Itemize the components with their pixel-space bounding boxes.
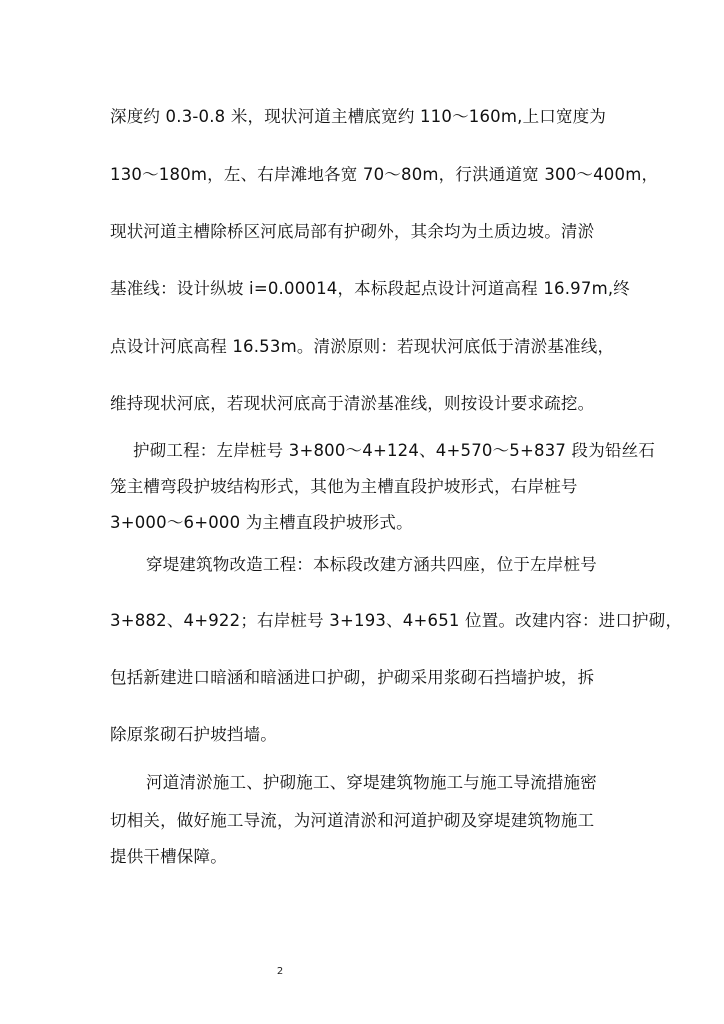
paragraph-line: 点设计河底高程 16.53m。清淤原则：若现状河底低于清淤基准线，: [110, 337, 615, 356]
paragraph-line: 笼主槽弯段护坡结构形式，其他为主槽直段护坡形式，右岸桩号: [110, 477, 578, 496]
paragraph-line: 切相关，做好施工导流，为河道清淤和河道护砌及穿堤建筑物施工: [110, 811, 595, 830]
paragraph-line: 130～180m，左、右岸滩地各宽 70～80m，行洪通道宽 300～400m，: [110, 165, 659, 184]
paragraph-line: 现状河道主槽除桥区河底局部有护砌外，其余均为土质边坡。清淤: [110, 222, 595, 241]
paragraph-line: 3+882、4+922；右岸桩号 3+193、4+651 位置。改建内容：进口护砌，: [110, 611, 683, 630]
paragraph-line: 深度约 0.3-0.8 米，现状河道主槽底宽约 110～160m,上口宽度为: [110, 107, 607, 126]
paragraph-line: 穿堤建筑物改造工程：本标段改建方涵共四座，位于左岸桩号: [146, 555, 597, 574]
paragraph-line: 护砌工程：左岸桩号 3+800～4+124、4+570～5+837 段为铅丝石: [133, 441, 656, 460]
paragraph-line: 除原浆砌石护坡挡墙。: [110, 725, 277, 744]
paragraph-line: 3+000～6+000 为主槽直段护坡形式。: [110, 513, 413, 532]
paragraph-line: 包括新建进口暗涵和暗涵进口护砌，护砌采用浆砌石挡墙护坡，拆: [110, 668, 595, 687]
page-number: 2: [276, 966, 284, 977]
paragraph-line: 维持现状河底，若现状河底高于清淤基准线，则按设计要求疏挖。: [110, 394, 595, 413]
paragraph-line: 基准线：设计纵坡 i=0.00014，本标段起点设计河道高程 16.97m,终: [110, 279, 630, 298]
paragraph-line: 提供干槽保障。: [110, 847, 227, 866]
paragraph-line: 河道清淤施工、护砌施工、穿堤建筑物施工与施工导流措施密: [146, 773, 597, 792]
